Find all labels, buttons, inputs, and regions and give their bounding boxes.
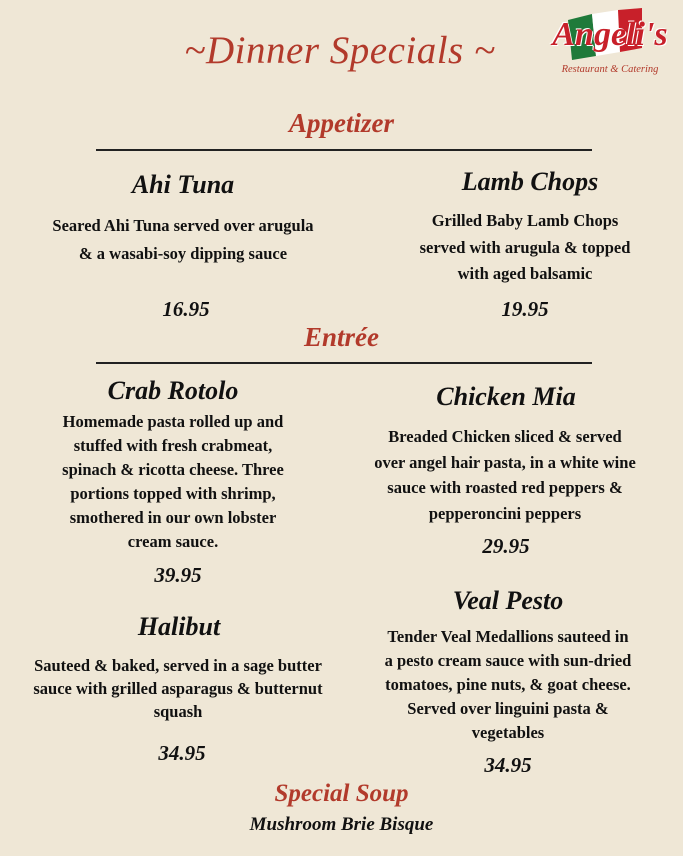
description-line: Breaded Chicken sliced & served — [388, 427, 622, 446]
dish-price: 16.95 — [162, 297, 210, 321]
description-line: Tender Veal Medallions sauteed in — [387, 627, 629, 646]
dish-price: 34.95 — [158, 741, 206, 765]
description-line: a pesto cream sauce with sun-dried — [384, 651, 632, 670]
description-line: Sauteed & baked, served in a sage butter — [34, 656, 322, 675]
description-line: served with arugula & topped — [419, 237, 631, 257]
restaurant-logo — [530, 6, 680, 86]
description-line: pepperoncini peppers — [428, 503, 582, 523]
soup-heading: Special Soup — [274, 780, 409, 807]
dish-description — [358, 625, 658, 745]
page-title: ~Dinner Specials ~ — [184, 29, 496, 72]
dish-price: 34.95 — [484, 753, 532, 777]
description-line: & a wasabi-soy dipping sauce — [78, 244, 288, 263]
dish-description — [14, 214, 352, 266]
description-line: smothered in our own lobster — [69, 508, 277, 527]
dish-description — [18, 654, 338, 723]
dish-name: Lamb Chops — [461, 167, 599, 196]
entree-divider — [96, 362, 592, 364]
dish-price: 29.95 — [482, 534, 530, 558]
description-line: with aged balsamic — [457, 264, 593, 283]
entree-heading: Entrée — [303, 322, 379, 352]
description-line: Grilled Baby Lamb Chops — [431, 211, 619, 230]
dish-description — [380, 208, 670, 288]
appetizer-divider — [96, 149, 592, 151]
description-line: stuffed with fresh crabmeat, — [73, 436, 273, 455]
description-line: tomatoes, pine nuts, & goat cheese. — [385, 675, 631, 694]
description-line: vegetables — [471, 723, 545, 742]
appetizer-heading: Appetizer — [289, 108, 394, 138]
description-line: cream sauce. — [127, 532, 219, 551]
description-line: Seared Ahi Tuna served over arugula — [52, 216, 314, 235]
dish-name: Veal Pesto — [452, 586, 564, 615]
description-line: over angel hair pasta, in a white wine — [374, 452, 636, 472]
description-line: spinach & ricotta cheese. Three — [62, 460, 284, 479]
description-line: sauce with grilled asparagus & butternut — [33, 679, 323, 698]
dish-price: 19.95 — [501, 297, 549, 321]
description-line: Homemade pasta rolled up and — [62, 412, 284, 431]
dish-name: Ahi Tuna — [131, 170, 235, 199]
dish-description — [20, 410, 326, 554]
logo-tagline: Restaurant & Catering — [561, 64, 659, 75]
dish-name: Chicken Mia — [436, 382, 576, 411]
description-line: squash — [153, 702, 203, 721]
dish-name: Halibut — [137, 612, 221, 641]
description-line: sauce with roasted red peppers & — [387, 478, 623, 497]
soup-name: Mushroom Brie Bisque — [249, 814, 434, 835]
logo-name: Angeli's — [552, 16, 668, 53]
dish-name: Crab Rotolo — [107, 376, 239, 405]
dish-price: 39.95 — [154, 563, 202, 587]
description-line: portions topped with shrimp, — [70, 484, 276, 503]
description-line: Served over linguini pasta & — [407, 699, 609, 718]
dish-description — [350, 424, 660, 526]
